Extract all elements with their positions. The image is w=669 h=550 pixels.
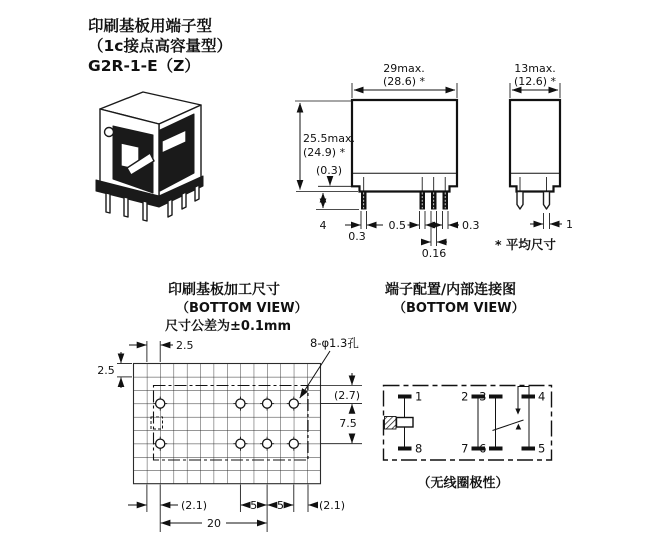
model-number: G2R-1-E（Z） [88,57,200,75]
pcb-total-width-label: 20 [207,517,221,530]
pin-left-width-label: 0.3 [348,230,366,243]
pcb-section-heading [165,281,308,334]
pcb-layout-drawing [97,336,362,532]
pin-6-label: 6 [479,441,487,456]
pcb-right-margin-label: (2.1) [319,499,346,512]
side-width-max-label: 13max. [514,62,556,75]
average-dimension-note: * 平均尺寸 [495,237,556,252]
no-contact-tip [515,409,520,415]
pcb-tolerance-note: 尺寸公差为±0.1mm [165,319,292,334]
front-width-dimension [352,62,457,98]
arm-contact-tip [516,424,522,430]
pcb-bottom-dimensions [128,485,345,533]
front-width-avg-label: (28.6) * [382,75,426,88]
terminal-section-subtitle: （BOTTOM VIEW） [393,301,525,316]
front-view-drawing [295,62,480,260]
pin-5-label: 5 [538,441,546,456]
front-pin-width-dimensions [345,211,480,260]
pcb-left-margin-label: (2.1) [181,499,208,512]
front-base-gap-label: (0.3) [315,164,343,177]
pin-right-width-label: 0.3 [462,219,480,232]
pcb-top-offset-label: (2.7) [333,389,361,402]
pin-1-label: 1 [415,389,423,404]
pin-4-label: 4 [538,389,546,404]
front-height-avg-label: (24.9) * [303,146,346,159]
pin-7-label: 7 [461,441,469,456]
front-height-max-label: 25.5max. [303,132,355,145]
pcb-pitch-v-label: 2.5 [97,364,115,377]
side-pin-width-dimension [530,213,573,231]
pcb-pitch-a-label: 5 [250,499,258,512]
pin-com-width-label: 0.5 [388,219,406,232]
relay-perspective-drawing [96,92,203,221]
terminal-section-heading [385,281,525,316]
pcb-left-pitch-dimension [97,352,132,388]
pcb-pitch-h-label: 2.5 [176,339,194,352]
pcb-top-pitch-dimension [129,339,194,362]
pin-mid-width-label: 0.16 [421,247,447,260]
coil-symbol [385,397,414,449]
pin-8-label: 8 [415,441,423,456]
front-height-dimension [295,101,358,192]
side-pin-width-label: 1 [566,218,573,231]
side-width-avg-label: (12.6) * [513,75,557,88]
pcb-pitch-b-label: 5 [277,499,284,512]
pcb-row-pitch-label: 7.5 [339,417,357,430]
front-base-gap-dimension [316,164,351,186]
front-pin-length-label: 4 [319,219,327,232]
front-pin-length-dimension [316,193,359,232]
pin-2-label: 2 [461,389,469,404]
holes-callout-label: 8-φ1.3孔 [310,336,359,350]
terminal-numbers [415,390,545,456]
side-view-drawing [495,62,573,252]
page-title-line1: 印刷基板用端子型 [88,17,213,35]
title-block [88,16,232,75]
coil-polarity-caption: （无线圈极性） [417,476,509,491]
terminal-connection-diagram [384,386,552,492]
pin-3-label: 3 [479,389,487,404]
side-width-dimension [510,62,560,98]
coil-core-hatch [385,417,397,430]
front-width-max-label: 29max. [383,62,425,75]
pcb-section-title: 印刷基板加工尺寸 [168,282,280,298]
pcb-section-subtitle: （BOTTOM VIEW） [176,301,308,316]
terminal-section-title: 端子配置/内部连接图 [385,282,517,298]
page-title-line2: （1c接点高容量型） [88,37,232,55]
